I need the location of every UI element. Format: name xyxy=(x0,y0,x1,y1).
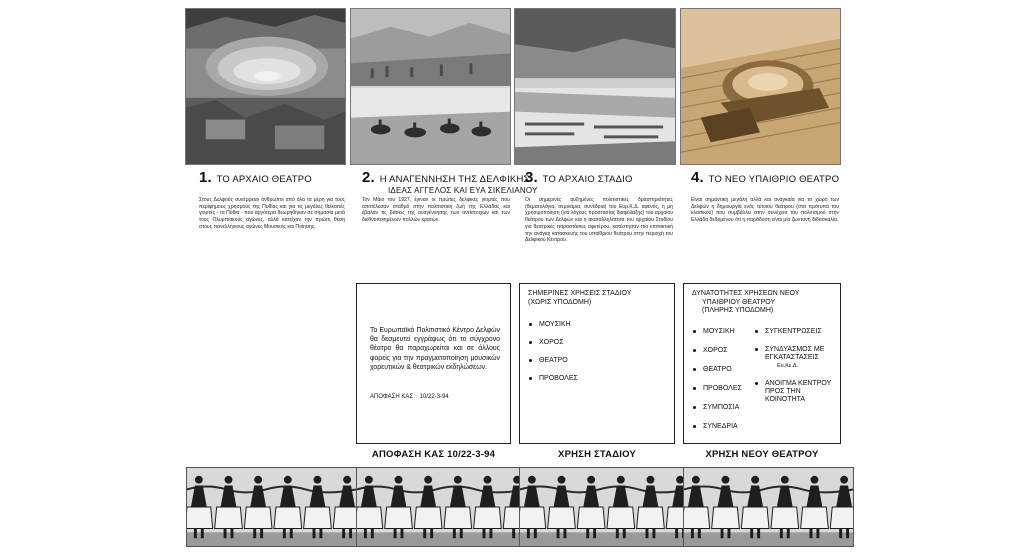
section-2-title: Η ΑΝΑΓΕΝΝΗΣΗ ΤΗΣ ΔΕΛΦΙΚΗΣ xyxy=(379,174,530,185)
new-theatre-list-right xyxy=(754,328,836,404)
section-2-subtitle: ΙΔΕΑΣ ΑΓΓΕΛΟΣ ΚΑΙ ΕΥΑ ΣΙΚΕΛΙΑΝΟΥ xyxy=(388,186,538,195)
list-item: ΜΟΥΣΙΚΗ xyxy=(692,328,752,335)
list-item: ΘΕΑΤΡΟ xyxy=(692,366,752,373)
decision-caption: ΑΠΟΦΑΣΗ ΚΑΣ 10/22-3-94 xyxy=(371,449,496,460)
section-3-text: Οι σημερινές αυξημένες πολιτιστικές δραστηριότητες (θεματολόγια, σεμινάρια, συνέδρια) του Ευρ.Κ.Δ. αφενός, η μη χρησιμοποίηση (για λόγους προστασίας διαφύλαξης) του αρχαίου θεάτρου των Δελφών και η ακαταλληλότητα του αρχαίου Σταδίου για θεατρικές παραστάσεις αφετέρου, κατέστησαν πιο επιτακτική την ανάγκη κατασκευής του υπαίθριου θεάτρου στην περιοχή του Δελφικού Κέντρου. xyxy=(525,197,673,244)
photo-delphic-festival xyxy=(350,8,511,165)
new-theatre-caption: ΧΡΗΣΗ ΝΕΟΥ ΘΕΑΤΡΟΥ xyxy=(705,449,819,460)
list-item: ΧΟΡΟΣ xyxy=(692,347,752,354)
list-item: ΠΡΟΒΟΛΕΣ xyxy=(692,385,752,392)
section-3-number: 3. xyxy=(525,169,538,186)
photo-ancient-theatre xyxy=(185,8,346,165)
new-theatre-subtitle: (ΠΛΗΡΗΣ ΥΠΟΔΟΜΗ) xyxy=(702,307,774,315)
section-2-text: Τον Μάιο του 1927, έγιναν οι πρώτες δελφικές γιορτές που αποτέλεσαν σταθμό στην πολιτιστική ζωή της Ελλάδας και έβαλαν τις βάσεις της αναγέννησης των αντίστοιχων και των διεθνοποιημένων πολλών κρατών. xyxy=(362,197,510,224)
section-4-title: ΤΟ ΝΕΟ ΥΠΑΙΘΡΙΟ ΘΕΑΤΡΟ xyxy=(708,174,840,185)
section-3-heading xyxy=(525,169,633,186)
section-3-title: ΤΟ ΑΡΧΑΙΟ ΣΤΑΔΙΟ xyxy=(542,174,633,185)
list-item: ΣΥΝΕΔΡΙΑ xyxy=(692,423,752,430)
new-theatre-title-2: ΥΠΑΙΘΡΙΟΥ ΘΕΑΤΡΟΥ xyxy=(702,298,776,306)
section-4-heading xyxy=(691,169,840,186)
stadium-uses-title: ΣΗΜΕΡΙΝΕΣ ΧΡΗΣΕΙΣ ΣΤΑΔΙΟΥ xyxy=(528,290,632,297)
list-item: ΑΝΟΙΓΜΑ ΚΕΝΤΡΟΥ ΠΡΟΣ ΤΗΝ ΚΟΙΝΟΤΗΤΑ xyxy=(754,380,836,404)
list-item-label: ΣΥΝΔΥΑΣΜΟΣ ΜΕ ΕΓΚΑΤΑΣΤΑΣΕΙΣ xyxy=(765,346,825,361)
dancers-photo-2 xyxy=(356,467,527,547)
new-theatre-list-left xyxy=(692,328,752,430)
stadium-uses-subtitle: (ΧΩΡΙΣ ΥΠΟΔΟΜΗ) xyxy=(528,298,592,306)
new-theatre-title: ΔΥΝΑΤΟΤΗΤΕΣ ΧΡΗΣΕΩΝ ΝΕΟΥ xyxy=(692,290,800,297)
section-1-title: ΤΟ ΑΡΧΑΙΟ ΘΕΑΤΡΟ xyxy=(216,174,312,185)
dancers-photo-3 xyxy=(519,467,690,547)
decision-reference: ΑΠΟΦΑΣΗ ΚΑΣ 10/22-3-94 xyxy=(370,394,449,400)
list-item: ΧΟΡΟΣ xyxy=(528,339,666,346)
section-1-number: 1. xyxy=(199,169,212,186)
stadium-caption: ΧΡΗΣΗ ΣΤΑΔΙΟΥ xyxy=(558,449,636,460)
section-2-heading xyxy=(362,169,538,196)
stadium-uses-panel xyxy=(519,283,675,444)
list-item: ΣΥΜΠΟΣΙΑ xyxy=(692,404,752,411)
section-4-number: 4. xyxy=(691,169,704,186)
photo-ancient-stadium xyxy=(514,8,676,165)
section-2-number: 2. xyxy=(362,169,375,186)
list-item: ΠΡΟΒΟΛΕΣ xyxy=(528,375,666,382)
list-item xyxy=(754,346,836,370)
list-item: ΘΕΑΤΡΟ xyxy=(528,357,666,364)
section-1-text: Στους Δελφούς συνέρρεαν άνθρωποι από όλα τα μέρη για τους περίφημους χρησμούς της Πυθίας και για τις μεγάλες θεϊκαπές γιορτές - τα Πύθια - που αργότερα θεωρήθηκαν σε σημασία μετά τους Ολυμπιακούς αγώνες, αλλά κατείχαν την πρώτη θέση στους πανελλήνιους αγώνες Μουσικής και Ποίησης. xyxy=(199,197,345,230)
decision-panel xyxy=(356,283,511,444)
dancers-photo-4 xyxy=(683,467,854,547)
section-1-heading xyxy=(199,169,312,186)
list-item: ΜΟΥΣΙΚΗ xyxy=(528,321,666,328)
list-item-note: Ευ.Κε.Δ. xyxy=(777,363,799,369)
stadium-uses-list xyxy=(528,321,666,382)
dancers-photo-1 xyxy=(186,467,357,547)
list-item: ΣΥΓΚΕΝΤΡΩΣΕΙΣ xyxy=(754,328,836,335)
decision-text: Το Ευρωπαϊκό Πολιτιστικό Κέντρο Δελφών θα δεσμευτεί εγγράφως ότι το σύγχρονο θέατρο θα παραχωρείται και σε άλλους φορείς για την πραγματοποίηση μουσικών χορευτικών & θεατρικών εκδηλώσεων. xyxy=(370,327,500,371)
photo-theatre-model xyxy=(680,8,841,165)
section-4-text: Είναι σημαντική μεγάλη αλλά και αναγκαία για το χώρο των Δελφών η δημιουργία ενός τέτοιου θεάτρου (στα πρότυπα του κλασικού) που συμβάλλει στην συνέχεια του πολιτισμού στην Ελλάδα δεδομένου ότι η παράδοση είναι μία ζωντανή διδασκαλία. xyxy=(691,197,839,224)
new-theatre-uses-panel xyxy=(683,283,841,444)
